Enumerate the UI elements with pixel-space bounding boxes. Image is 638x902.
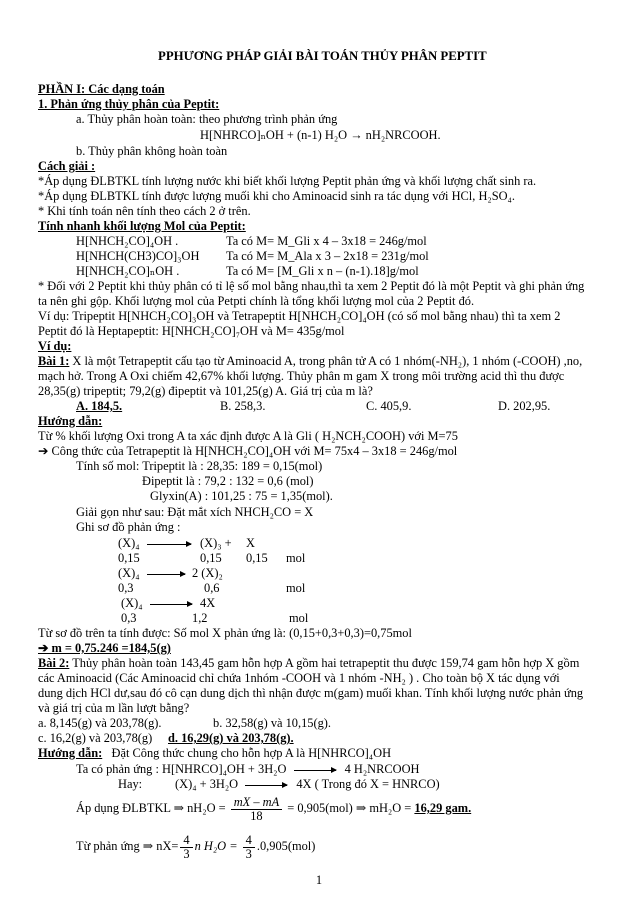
scheme-3-arrow xyxy=(147,566,185,581)
section-heading: 1. Phản ứng thủy phân của Peptit: xyxy=(38,97,220,111)
problem-1-line-3: 28,35(g) tripeptit; 79,2(g) đipeptit và 101,25(g) A. Giá trị của m là? xyxy=(38,384,373,398)
molar-calc-1: Ta có M= M_Gli x 4 – 3x18 = 246g/mol xyxy=(226,234,427,248)
scheme-5-arrow xyxy=(150,596,192,611)
fraction-4-num-2: 4 xyxy=(243,834,255,848)
guide-line-3: Tính số mol: Tripeptit là : 28,35: 189 = 0,15(mol) xyxy=(76,459,323,473)
problem-1-label: Bài 1: xyxy=(38,354,70,368)
molar-mass-heading: Tính nhanh khối lượng Mol của Peptit: xyxy=(38,219,246,233)
guide-line-1: Từ % khối lượng Oxi trong A ta xác định được A là Gli ( H₂NCH₂COOH) với M=75 xyxy=(38,429,458,443)
problem-2-line-2: các Aminoacid (Các Aminoacid chỉ chứa 1nhóm -COOH và 1 nhóm -NH₂ ) . Cho toàn bộ X tác dụng với xyxy=(38,671,560,685)
guide-2-nx-middle: n H₂O = xyxy=(194,839,238,853)
problem-2-line-3: dung dịch HCl dư,sau đó cô cạn dung dịch thì nhận được m(gam) muối khan. Tính khối lượng nước phản ứng xyxy=(38,686,584,700)
example-line-2: Peptit đó là Heptapeptit: H[NHCH₂CO]₇OH và M= 435g/mol xyxy=(38,324,345,338)
fraction-3-den-2: 3 xyxy=(245,846,252,861)
guide-2-hay-arrow xyxy=(245,785,287,786)
molar-calc-3: Ta có M= [M_Gli x n – (n-1).18]g/mol xyxy=(226,264,419,278)
guide-line-6: Giải gọn như sau: Đặt mắt xích NHCH₂CO = X xyxy=(76,505,314,519)
molar-formula-3: H[NHCH₂CO]ₙOH . xyxy=(76,264,180,278)
scheme-4-unit: mol xyxy=(286,581,306,595)
guide-2-nx xyxy=(76,832,315,861)
guide-line-5: Glyxin(A) : 101,25 : 75 = 1,35(mol). xyxy=(150,489,333,503)
problem-2-label: Bài 2: xyxy=(38,656,70,670)
scheme-1-arrow xyxy=(147,536,191,551)
scheme-2-unit: mol xyxy=(286,551,306,565)
problem-2-option-a: a. 8,145(g) và 203,78(g). xyxy=(38,716,162,730)
problem-2-line-4: và giá trị của m lần lượt bằng? xyxy=(38,701,190,715)
scheme-3-product: 2 (X)₂ xyxy=(192,566,223,580)
method-heading: Cách giải : xyxy=(38,159,96,173)
fraction-four-thirds xyxy=(180,834,192,861)
guide-line-8: Từ sơ đồ trên ta tính được: Số mol X phản ứng là: (0,15+0,3+0,3)=0,75mol xyxy=(38,626,412,640)
example-line-1: Ví dụ: Tripeptit H[NHCH₂CO]₃OH và Tetrapeptit H[NHCH₂CO]₄OH (có số mol bằng nhau) thì ta xem 2 xyxy=(38,309,561,323)
molar-formula-2: H[NHCH(CH3)CO]₃OH xyxy=(76,249,200,263)
guide-2-text: Đặt Công thức chung cho hỗn hợp A là H[NHRCO]₄OH xyxy=(111,746,392,760)
equation-1: H[NHRCO]ₙOH + (n-1) H₂O → nH₂NRCOOH. xyxy=(200,128,441,142)
scheme-4-v2: 0,6 xyxy=(204,581,220,595)
examples-heading: Ví dụ: xyxy=(38,339,72,353)
problem-2-option-b: b. 32,58(g) và 10,15(g). xyxy=(213,716,332,730)
guide-answer: ➔ m = 0,75.246 =184,5(g) xyxy=(38,641,171,655)
guide-2-heading: Hướng dẫn: xyxy=(38,746,103,760)
line-a: a. Thủy phân hoàn toàn: theo phương trình phản ứng xyxy=(76,112,338,126)
guide-line-2: ➔ Công thức của Tetrapeptit là H[NHCH₂CO]₄OH với M= 75x4 – 3x18 = 246g/mol xyxy=(38,444,458,458)
scheme-3-reactant: (X)₄ xyxy=(118,566,140,580)
note-line-2: ta nên ghi gộp. Khối lượng mol của Petpti chính là tổng khối lượng mol của 2 Peptit đó. xyxy=(38,294,475,308)
fraction-four-thirds-2 xyxy=(243,834,255,861)
fraction-numerator: mX – mA xyxy=(231,796,282,810)
scheme-2-v1: 0,15 xyxy=(118,551,140,565)
scheme-2-v3: 0,15 xyxy=(246,551,268,565)
guide-2-reactants: Ta có phản ứng : H[NHRCO]₄OH + 3H₂O xyxy=(76,762,287,776)
guide-2-arrow xyxy=(294,770,336,771)
scheme-4-v1: 0,3 xyxy=(118,581,134,595)
problem-1-option-b: B. 258,3. xyxy=(220,399,266,413)
note-line-1: * Đối với 2 Peptit khi thủy phân có tỉ lệ số mol bằng nhau,thì ta xem 2 Peptit đó là một Peptit và ghi phản ứng xyxy=(38,279,585,293)
problem-2-option-d: d. 16,29(g) và 203,78(g). xyxy=(168,731,294,745)
guide-2-hay-reactants: (X)₄ + 3H₂O xyxy=(175,777,239,791)
guide-2-mass-answer: 16,29 gam. xyxy=(414,801,472,815)
guide-2-hay-products: 4X ( Trong đó X = HNRCO) xyxy=(296,777,440,791)
scheme-2-v2: 0,15 xyxy=(200,551,222,565)
guide-2-mass-prefix: Áp dụng ĐLBTKL ⇒ nH₂O = xyxy=(76,801,226,815)
problem-2-text: Thủy phân hoàn toàn 143,45 gam hỗn hợp A gồm hai tetrapeptit thu được 159,74 gam hỗn hợp X gồm xyxy=(69,656,580,670)
guide-2-products: 4 H₂NRCOOH xyxy=(344,762,420,776)
guide-2-mass-result: = 0,905(mol) ⇒ mH₂O = xyxy=(287,801,412,815)
fraction-water-moles xyxy=(231,796,282,823)
scheme-6-v1: 0,3 xyxy=(121,611,137,625)
line-b: b. Thủy phân không hoàn toàn xyxy=(76,144,228,158)
molar-formula-1: H[NHCH₂CO]₄OH . xyxy=(76,234,179,248)
fraction-denominator: 18 xyxy=(250,808,263,823)
method-line-1: *Áp dụng ĐLBTKL tính lượng nước khi biết khối lượng Peptit phản ứng và khối lượng chất sinh ra. xyxy=(38,174,537,188)
guide-line-4: Đipeptit là : 79,2 : 132 = 0,6 (mol) xyxy=(142,474,314,488)
problem-1-option-c: C. 405,9. xyxy=(366,399,412,413)
guide-2-reaction xyxy=(76,762,420,777)
part-heading: PHẦN I: Các dạng toán xyxy=(38,82,165,96)
document-title: PPHƯƠNG PHÁP GIẢI BÀI TOÁN THỦY PHÂN PEPTIT xyxy=(158,49,487,63)
guide-2-hay-label: Hay: xyxy=(118,777,143,791)
method-line-2: *Áp dụng ĐLBTKL tính được lượng muối khi cho Aminoacid sinh ra tác dụng với HCl, H₂SO₄. xyxy=(38,189,515,203)
guide-2-nx-result: .0,905(mol) xyxy=(256,839,316,853)
problem-1-option-d: D. 202,95. xyxy=(498,399,551,413)
page-number: 1 xyxy=(315,873,323,887)
method-line-3: * Khi tính toán nên tính theo cách 2 ở trên. xyxy=(38,204,251,218)
problem-1-option-a: A. 184,5. xyxy=(76,399,123,413)
guide-2-hay-reaction xyxy=(175,777,440,792)
guide-heading: Hướng dẫn: xyxy=(38,414,103,428)
guide-2-mass-balance xyxy=(76,794,471,823)
guide-2-line-1 xyxy=(38,746,391,761)
scheme-6-v2: 1,2 xyxy=(192,611,208,625)
fraction-4-num: 4 xyxy=(180,834,192,848)
scheme-1-product-2: X xyxy=(246,536,255,550)
scheme-6-unit: mol xyxy=(289,611,309,625)
scheme-5-product: 4X xyxy=(200,596,216,610)
guide-2-nx-prefix: Từ phản ứng ⇒ nX= xyxy=(76,839,179,853)
problem-1-text: X là một Tetrapeptit cấu tạo từ Aminoacid A, trong phân tử A có 1 nhóm(-NH₂), 1 nhóm (-COOH) ,no, xyxy=(69,354,583,368)
guide-line-7: Ghi sơ đồ phản ứng : xyxy=(76,520,181,534)
problem-2-line-1 xyxy=(38,656,579,671)
fraction-3-den: 3 xyxy=(183,846,190,861)
scheme-1-product: (X)₃ + xyxy=(200,536,232,550)
scheme-5-reactant: (X)₄ xyxy=(121,596,143,610)
problem-1-line-1 xyxy=(38,354,582,369)
scheme-1-reactant: (X)₄ xyxy=(118,536,140,550)
problem-2-option-c: c. 16,2(g) và 203,78(g) xyxy=(38,731,153,745)
problem-1-line-2: mạch hở. Trong A Oxi chiếm 42,67% khối lượng. Thủy phân m gam X trong môi trường acid thì thu được xyxy=(38,369,565,383)
molar-calc-2: Ta có M= M_Ala x 3 – 2x18 = 231g/mol xyxy=(226,249,429,263)
